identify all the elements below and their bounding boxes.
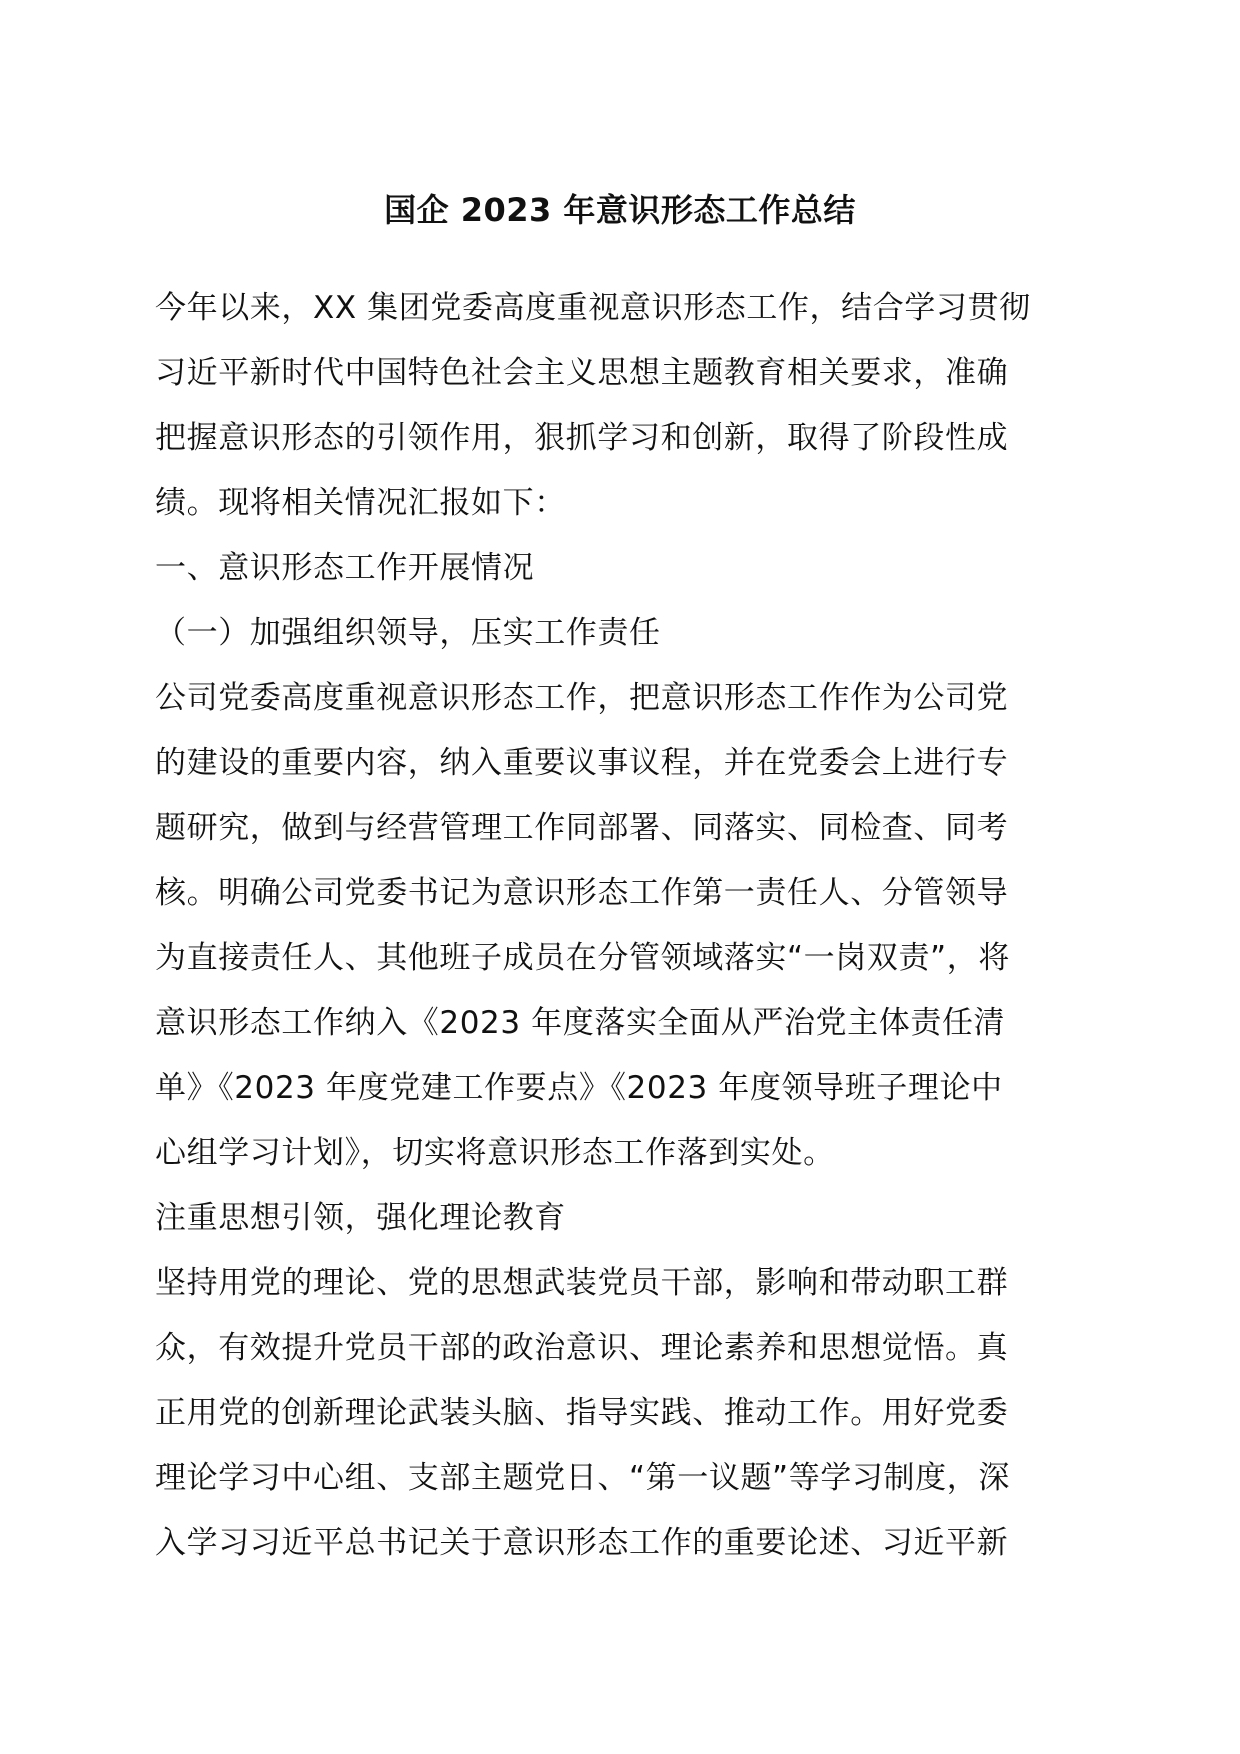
body-line: 绩。现将相关情况汇报如下： <box>155 485 566 521</box>
body-line: 的建设的重要内容，纳入重要议事议程，并在党委会上进行专 <box>155 745 1009 781</box>
body-line: 习近平新时代中国特色社会主义思想主题教育相关要求，准确 <box>155 355 1009 391</box>
body-line: 心组学习计划》，切实将意识形态工作落到实处。 <box>155 1135 835 1171</box>
body-line: 公司党委高度重视意识形态工作，把意识形态工作作为公司党 <box>155 680 1009 716</box>
body-line: 题研究，做到与经营管理工作同部署、同落实、同检查、同考 <box>155 810 1009 846</box>
body-line: 把握意识形态的引领作用，狠抓学习和创新，取得了阶段性成 <box>155 420 1009 456</box>
body-line: 理论学习中心组、支部主题党日、“第一议题”等学习制度，深 <box>155 1460 1010 1496</box>
body-line: 众，有效提升党员干部的政治意识、理论素养和思想觉悟。真 <box>155 1330 1009 1366</box>
body-line: 意识形态工作纳入《2023 年度落实全面从严治党主体责任清 <box>155 1005 1006 1041</box>
body-line: 坚持用党的理论、党的思想武装党员干部，影响和带动职工群 <box>155 1265 1009 1301</box>
body-line: 单》《2023 年度党建工作要点》《2023 年度领导班子理论中 <box>155 1070 1003 1106</box>
body-line: 今年以来，XX 集团党委高度重视意识形态工作，结合学习贯彻 <box>155 290 1031 326</box>
body-line: 核。明确公司党委书记为意识形态工作第一责任人、分管领导 <box>155 875 1009 911</box>
body-line: 正用党的创新理论武装头脑、指导实践、推动工作。用好党委 <box>155 1395 1009 1431</box>
subsection-heading: 注重思想引领，强化理论教育 <box>155 1200 566 1236</box>
subsection-heading: （一）加强组织领导，压实工作责任 <box>155 615 661 651</box>
body-line: 为直接责任人、其他班子成员在分管领域落实“一岗双责”，将 <box>155 940 1010 976</box>
document-title: 国企 2023 年意识形态工作总结 <box>384 191 856 229</box>
section-heading: 一、意识形态工作开展情况 <box>155 550 535 586</box>
body-line: 入学习习近平总书记关于意识形态工作的重要论述、习近平新 <box>155 1525 1009 1561</box>
